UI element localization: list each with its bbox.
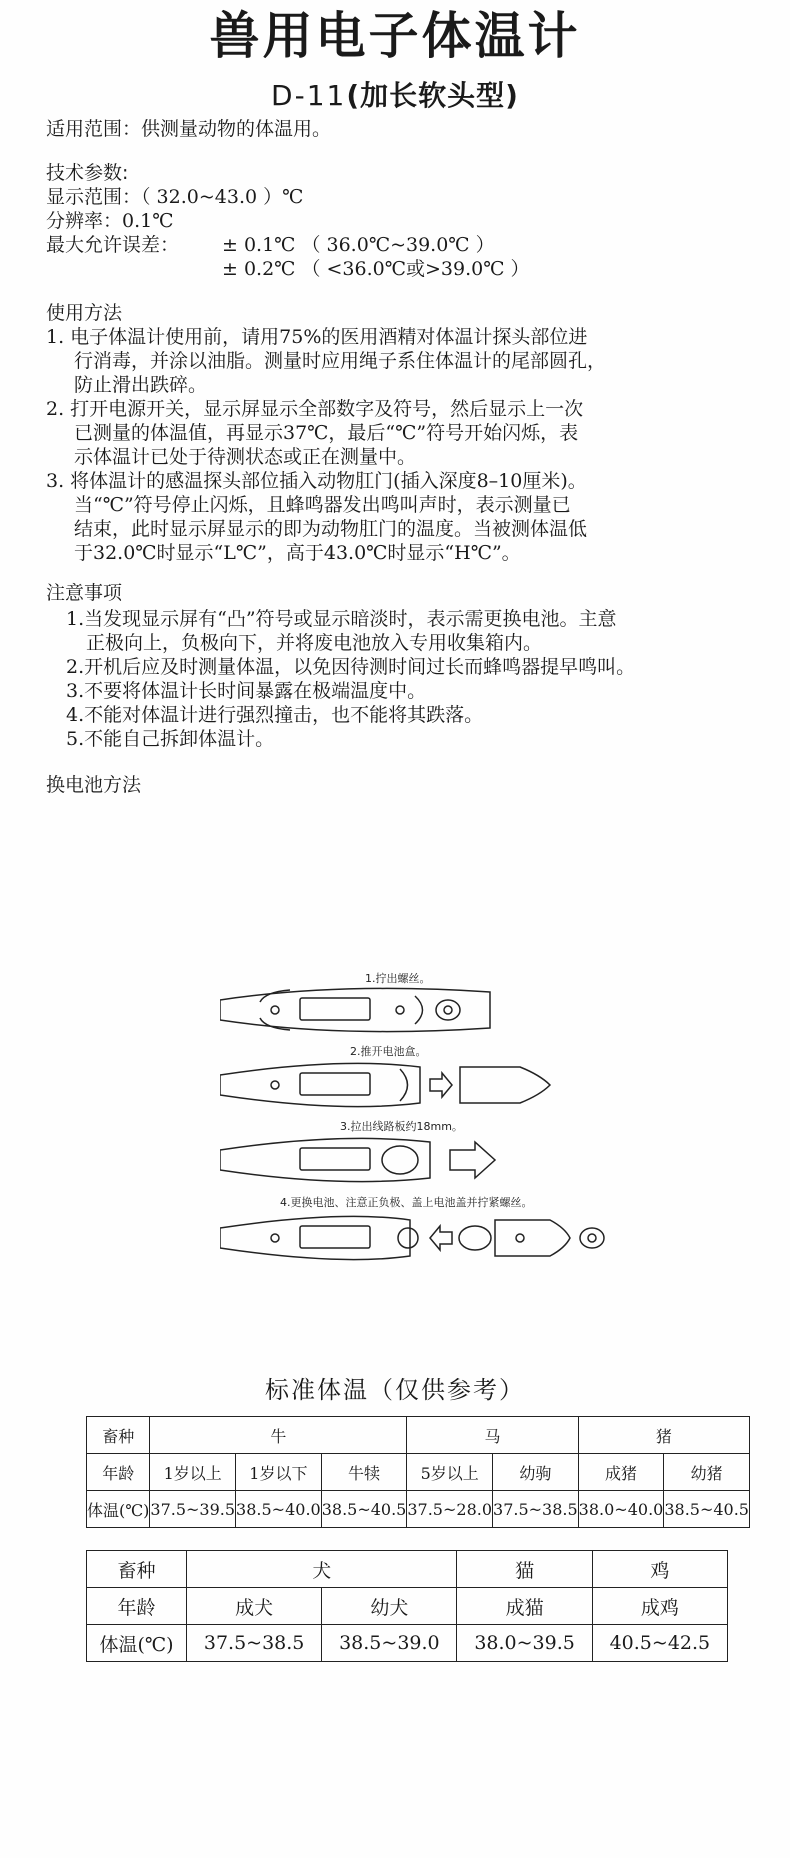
age-cell: 成犬 — [187, 1588, 322, 1625]
usage-line: 1. 电子体温计使用前，请用75%的医用酒精对体温计探头部位进 — [46, 326, 588, 348]
age-cell: 5岁以上 — [407, 1454, 493, 1491]
age-cell: 1岁以下 — [236, 1454, 322, 1491]
row-label: 畜种 — [87, 1417, 150, 1454]
species-cell: 鸡 — [592, 1551, 727, 1588]
usage-line: 于32.0℃时显示“L℃”，高于43.0℃时显示“H℃”。 — [74, 542, 521, 564]
battery-heading: 换电池方法 — [46, 774, 142, 796]
step-4-label: 4.更换电池、注意正负极、盖上电池盖并拧紧螺丝。 — [280, 1196, 533, 1209]
notes-line: 4.不能对体温计进行强烈撞击，也不能将其跌落。 — [66, 704, 484, 726]
species-cell: 牛 — [150, 1417, 407, 1454]
temp-cell: 38.0~40.0 — [578, 1491, 664, 1528]
notes-line: 正极向上，负极向下，并将废电池放入专用收集箱内。 — [86, 632, 543, 654]
arrow-right-icon — [430, 1073, 452, 1097]
table-row — [87, 1551, 728, 1588]
usage-line: 当“℃”符号停止闪烁，且蜂鸣器发出鸣叫声时，表示测量已 — [74, 494, 571, 516]
age-cell: 成鸡 — [592, 1588, 727, 1625]
usage-heading: 使用方法 — [46, 302, 123, 324]
arrow-left-icon — [430, 1226, 452, 1250]
row-label: 年龄 — [87, 1454, 150, 1491]
temp-cell: 37.5~39.5 — [150, 1491, 236, 1528]
usage-line: 2. 打开电源开关，显示屏显示全部数字及符号，然后显示上一次 — [46, 398, 584, 420]
species-cell: 猫 — [457, 1551, 592, 1588]
age-cell: 牛犊 — [321, 1454, 407, 1491]
step-1-label: 1.拧出螺丝。 — [365, 972, 431, 985]
temp-cell: 38.5~40.5 — [321, 1491, 407, 1528]
screw-icon — [580, 1228, 604, 1248]
temp-cell: 40.5~42.5 — [592, 1625, 727, 1662]
specs-heading: 技术参数: — [46, 162, 129, 184]
thermometer-icon — [220, 1138, 495, 1181]
row-label: 体温(℃) — [87, 1491, 150, 1528]
age-cell: 幼犬 — [322, 1588, 457, 1625]
age-cell: 成猪 — [578, 1454, 664, 1491]
species-cell: 猪 — [578, 1417, 749, 1454]
table-row — [87, 1491, 750, 1528]
step-3-label: 3.拉出线路板约18mm。 — [340, 1120, 463, 1133]
arrow-right-icon — [450, 1142, 495, 1178]
battery-icon — [459, 1226, 491, 1250]
age-cell: 成猫 — [457, 1588, 592, 1625]
battery-cover-icon — [495, 1220, 570, 1256]
screw-icon — [436, 1000, 460, 1020]
age-cell: 幼驹 — [493, 1454, 579, 1491]
spec-error-label: 最大允许误差： — [46, 234, 180, 256]
age-cell: 幼猪 — [664, 1454, 750, 1491]
model-type: (加长软头型) — [346, 79, 519, 112]
temp-cell: 37.5~28.0 — [407, 1491, 493, 1528]
usage-line: 结束，此时显示屏显示的即为动物肛门的温度。当被测体温低 — [74, 518, 588, 540]
temp-cell: 38.5~40.0 — [236, 1491, 322, 1528]
battery-diagram — [220, 960, 670, 1320]
scope-text: 适用范围：供测量动物的体温用。 — [46, 118, 332, 140]
thermometer-icon — [220, 988, 490, 1031]
age-cell: 1岁以上 — [150, 1454, 236, 1491]
species-cell: 犬 — [187, 1551, 457, 1588]
table-row — [87, 1625, 728, 1662]
species-cell: 马 — [407, 1417, 578, 1454]
model-subtitle — [0, 78, 790, 114]
usage-line: 已测量的体温值，再显示37℃，最后“℃”符号开始闪烁，表 — [74, 422, 579, 444]
spec-range: 显示范围：（ 32.0~43.0 ）℃ — [46, 186, 304, 208]
spec-resolution: 分辨率：0.1℃ — [46, 210, 174, 232]
usage-line: 防止滑出跌碎。 — [74, 374, 208, 396]
thermometer-icon — [220, 1063, 550, 1106]
temp-cell: 38.0~39.5 — [457, 1625, 592, 1662]
notes-line: 2.开机后应及时测量体温，以免因待测时间过长而蜂鸣器提早鸣叫。 — [66, 656, 636, 678]
usage-line: 示体温计已处于待测状态或正在测量中。 — [74, 446, 417, 468]
temp-cell: 37.5~38.5 — [187, 1625, 322, 1662]
notes-line: 3.不要将体温计长时间暴露在极端温度中。 — [66, 680, 427, 702]
temp-cell: 37.5~38.5 — [493, 1491, 579, 1528]
page-title: 兽用电子体温计 — [209, 7, 581, 65]
thermometer-icon — [220, 1216, 604, 1259]
temp-cell: 38.5~40.5 — [664, 1491, 750, 1528]
temperature-table-1 — [86, 1416, 750, 1528]
usage-line: 3. 将体温计的感温探头部位插入动物肛门(插入深度8–10厘米)。 — [46, 470, 587, 492]
row-label: 年龄 — [87, 1588, 187, 1625]
table-row — [87, 1588, 728, 1625]
temp-cell: 38.5~39.0 — [322, 1625, 457, 1662]
usage-line: 行消毒，并涂以油脂。测量时应用绳子系住体温计的尾部圆孔， — [74, 350, 607, 372]
temperature-table-2 — [86, 1550, 728, 1662]
battery-cover-icon — [460, 1067, 550, 1103]
notes-line: 1.当发现显示屏有“凸”符号或显示暗淡时，表示需更换电池。主意 — [66, 608, 617, 630]
spec-error-2: ± 0.2℃ （ <36.0℃或>39.0℃ ） — [222, 258, 530, 280]
spec-error-1: ± 0.1℃ （ 36.0℃~39.0℃ ） — [222, 234, 495, 256]
row-label: 畜种 — [87, 1551, 187, 1588]
notes-heading: 注意事项 — [46, 582, 123, 604]
step-2-label: 2.推开电池盒。 — [350, 1045, 427, 1058]
table-row — [87, 1417, 750, 1454]
row-label: 体温(℃) — [87, 1625, 187, 1662]
model-number: D-11 — [271, 79, 347, 112]
table-row — [87, 1454, 750, 1491]
table-caption: 标准体温（仅供参考） — [265, 1376, 525, 1404]
notes-line: 5.不能自己拆卸体温计。 — [66, 728, 275, 750]
